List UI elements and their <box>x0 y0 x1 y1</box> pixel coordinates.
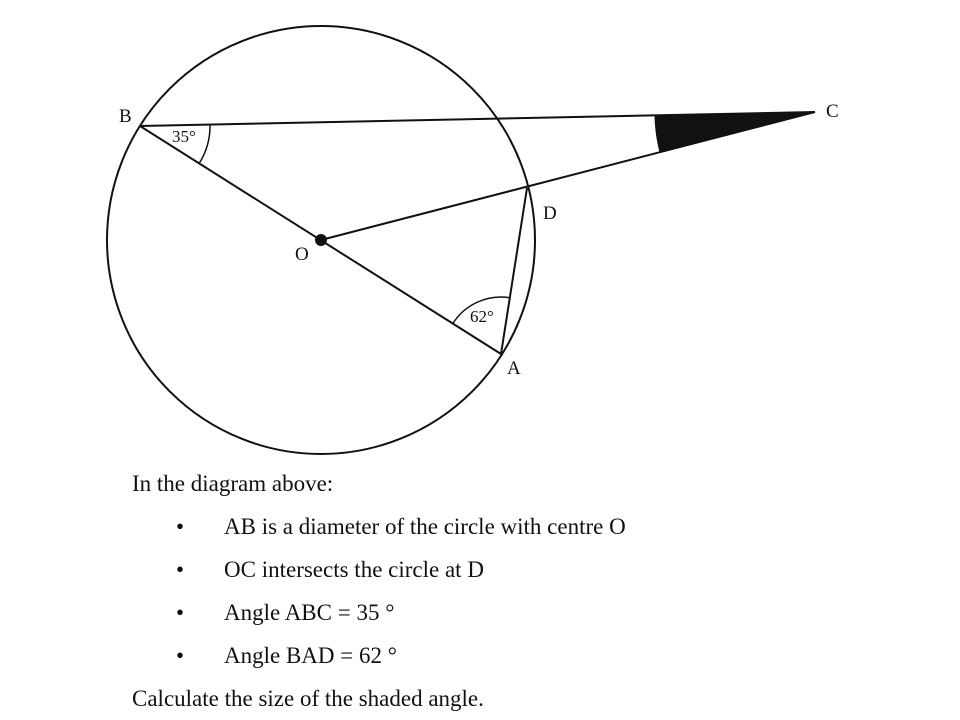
fact-text: Angle BAD = 62 ° <box>224 643 397 668</box>
fact-item <box>132 591 932 634</box>
label-c: C <box>826 101 839 122</box>
fact-item <box>132 548 932 591</box>
angle-label-bad: 62° <box>470 307 494 326</box>
bullet-icon: • <box>176 557 185 582</box>
bullet-icon: • <box>176 600 185 625</box>
angle-label-abc: 35° <box>172 127 196 146</box>
intro-text: In the diagram above: <box>132 471 334 496</box>
shaded-angle <box>655 112 815 152</box>
bullet-icon: • <box>176 643 185 668</box>
question-text: Calculate the size of the shaded angle. <box>132 686 484 711</box>
fact-text: OC intersects the circle at D <box>224 557 484 582</box>
bullet-icon: • <box>176 514 185 539</box>
problem-text <box>132 462 932 720</box>
line-ad <box>501 188 527 354</box>
label-b: B <box>119 106 132 127</box>
label-a: A <box>507 358 521 379</box>
centre-dot <box>315 234 327 246</box>
facts-list <box>132 505 932 677</box>
fact-text: AB is a diameter of the circle with centre O <box>224 514 626 539</box>
fact-text: Angle ABC = 35 ° <box>224 600 395 625</box>
angle-arc-abc <box>199 125 210 164</box>
fact-item <box>132 505 932 548</box>
fact-item <box>132 634 932 677</box>
label-o: O <box>295 244 309 265</box>
label-d: D <box>543 203 557 224</box>
